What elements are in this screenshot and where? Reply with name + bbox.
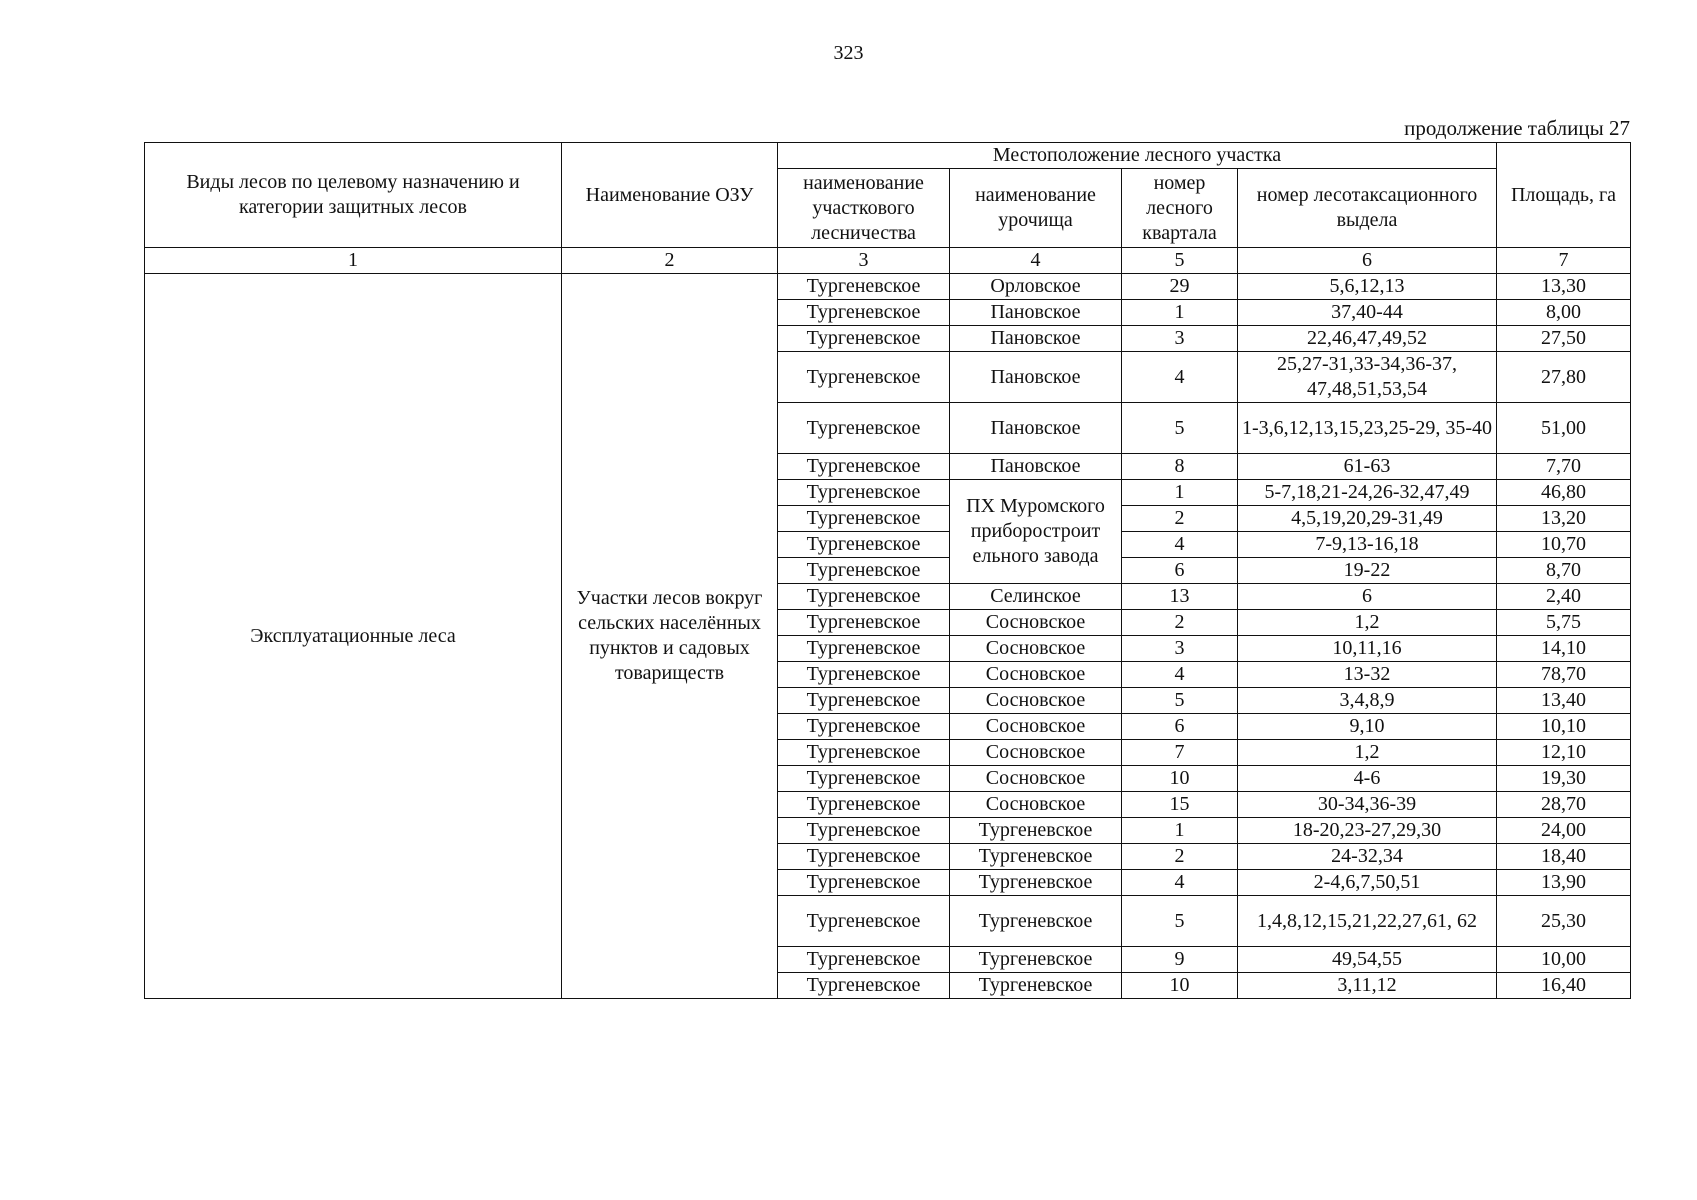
area-cell: 25,30: [1497, 896, 1631, 947]
quarter-cell: 4: [1122, 352, 1238, 403]
tract-cell: Сосновское: [950, 662, 1122, 688]
quarter-cell: 9: [1122, 947, 1238, 973]
area-cell: 27,50: [1497, 326, 1631, 352]
area-cell: 13,20: [1497, 506, 1631, 532]
tract-cell: ПХ Муромского приборостроит ельного завода: [950, 480, 1122, 584]
header-ozu-name: Наименование ОЗУ: [562, 143, 778, 248]
plots-cell: 13-32: [1238, 662, 1497, 688]
header-plot-number: номер лесотаксационного выдела: [1238, 169, 1497, 248]
page-number: 323: [833, 42, 864, 64]
area-cell: 16,40: [1497, 973, 1631, 999]
forestry-cell: Тургеневское: [778, 352, 950, 403]
plots-cell: 1-3,6,12,13,15,23,25-29, 35-40: [1238, 403, 1497, 454]
area-cell: 10,10: [1497, 714, 1631, 740]
quarter-cell: 29: [1122, 274, 1238, 300]
forestry-cell: Тургеневское: [778, 792, 950, 818]
forestry-cell: Тургеневское: [778, 973, 950, 999]
plots-cell: 5,6,12,13: [1238, 274, 1497, 300]
plots-cell: 19-22: [1238, 558, 1497, 584]
forestry-cell: Тургеневское: [778, 300, 950, 326]
column-number-row: [145, 248, 1631, 274]
forestry-cell: Тургеневское: [778, 532, 950, 558]
column-number: 1: [145, 248, 562, 274]
tract-cell: Сосновское: [950, 740, 1122, 766]
forestry-cell: Тургеневское: [778, 896, 950, 947]
quarter-cell: 10: [1122, 766, 1238, 792]
quarter-cell: 7: [1122, 740, 1238, 766]
forestry-cell: Тургеневское: [778, 740, 950, 766]
quarter-cell: 15: [1122, 792, 1238, 818]
tract-cell: Тургеневское: [950, 973, 1122, 999]
tract-cell: Тургеневское: [950, 844, 1122, 870]
area-cell: 19,30: [1497, 766, 1631, 792]
area-cell: 10,70: [1497, 532, 1631, 558]
area-cell: 78,70: [1497, 662, 1631, 688]
tract-cell: Пановское: [950, 403, 1122, 454]
tract-cell: Пановское: [950, 300, 1122, 326]
quarter-cell: 1: [1122, 480, 1238, 506]
forestry-cell: Тургеневское: [778, 714, 950, 740]
forestry-cell: Тургеневское: [778, 947, 950, 973]
forest-type-cell: Эксплуатационные леса: [145, 274, 562, 999]
header-area: Площадь, га: [1497, 143, 1631, 248]
plots-cell: 30-34,36-39: [1238, 792, 1497, 818]
quarter-cell: 10: [1122, 973, 1238, 999]
tract-cell: Сосновское: [950, 610, 1122, 636]
forestry-cell: Тургеневское: [778, 870, 950, 896]
quarter-cell: 4: [1122, 870, 1238, 896]
tract-cell: Орловское: [950, 274, 1122, 300]
header-location-group: Местоположение лесного участка: [778, 143, 1497, 169]
plots-cell: 3,11,12: [1238, 973, 1497, 999]
plots-cell: 22,46,47,49,52: [1238, 326, 1497, 352]
plots-cell: 7-9,13-16,18: [1238, 532, 1497, 558]
area-cell: 13,40: [1497, 688, 1631, 714]
forestry-cell: Тургеневское: [778, 584, 950, 610]
area-cell: 12,10: [1497, 740, 1631, 766]
quarter-cell: 13: [1122, 584, 1238, 610]
area-cell: 7,70: [1497, 454, 1631, 480]
forestry-cell: Тургеневское: [778, 454, 950, 480]
quarter-cell: 2: [1122, 610, 1238, 636]
column-number: 6: [1238, 248, 1497, 274]
area-cell: 13,30: [1497, 274, 1631, 300]
header-forestry-name: наименование участкового лесничества: [778, 169, 950, 248]
tract-cell: Сосновское: [950, 792, 1122, 818]
tract-cell: Сосновское: [950, 714, 1122, 740]
area-cell: 8,00: [1497, 300, 1631, 326]
quarter-cell: 5: [1122, 403, 1238, 454]
plots-cell: 49,54,55: [1238, 947, 1497, 973]
area-cell: 13,90: [1497, 870, 1631, 896]
quarter-cell: 2: [1122, 506, 1238, 532]
forestry-cell: Тургеневское: [778, 558, 950, 584]
plots-cell: 1,2: [1238, 740, 1497, 766]
forestry-cell: Тургеневское: [778, 636, 950, 662]
tract-cell: Тургеневское: [950, 870, 1122, 896]
column-number: 3: [778, 248, 950, 274]
forestry-cell: Тургеневское: [778, 610, 950, 636]
plots-cell: 5-7,18,21-24,26-32,47,49: [1238, 480, 1497, 506]
area-cell: 8,70: [1497, 558, 1631, 584]
forestry-cell: Тургеневское: [778, 688, 950, 714]
table-row: [145, 274, 1631, 300]
plots-cell: 18-20,23-27,29,30: [1238, 818, 1497, 844]
header-quarter-number: номер лесного квартала: [1122, 169, 1238, 248]
area-cell: 18,40: [1497, 844, 1631, 870]
quarter-cell: 3: [1122, 326, 1238, 352]
tract-cell: Пановское: [950, 352, 1122, 403]
header-forest-type: Виды лесов по целевому назначению и категории защитных лесов: [145, 143, 562, 248]
plots-cell: 1,2: [1238, 610, 1497, 636]
forestry-cell: Тургеневское: [778, 326, 950, 352]
area-cell: 14,10: [1497, 636, 1631, 662]
plots-cell: 61-63: [1238, 454, 1497, 480]
plots-cell: 4-6: [1238, 766, 1497, 792]
plots-cell: 24-32,34: [1238, 844, 1497, 870]
tract-cell: Пановское: [950, 454, 1122, 480]
plots-cell: 1,4,8,12,15,21,22,27,61, 62: [1238, 896, 1497, 947]
column-number: 7: [1497, 248, 1631, 274]
quarter-cell: 1: [1122, 818, 1238, 844]
forestry-cell: Тургеневское: [778, 766, 950, 792]
quarter-cell: 1: [1122, 300, 1238, 326]
column-number: 4: [950, 248, 1122, 274]
forestry-cell: Тургеневское: [778, 844, 950, 870]
tract-cell: Тургеневское: [950, 896, 1122, 947]
plots-cell: 10,11,16: [1238, 636, 1497, 662]
quarter-cell: 4: [1122, 532, 1238, 558]
area-cell: 46,80: [1497, 480, 1631, 506]
quarter-cell: 8: [1122, 454, 1238, 480]
plots-cell: 25,27-31,33-34,36-37, 47,48,51,53,54: [1238, 352, 1497, 403]
tract-cell: Тургеневское: [950, 818, 1122, 844]
area-cell: 10,00: [1497, 947, 1631, 973]
column-number: 2: [562, 248, 778, 274]
forestry-cell: Тургеневское: [778, 480, 950, 506]
tract-cell: Сосновское: [950, 688, 1122, 714]
quarter-cell: 5: [1122, 896, 1238, 947]
tract-cell: Тургеневское: [950, 947, 1122, 973]
forest-plots-table: [144, 142, 1631, 999]
tract-cell: Селинское: [950, 584, 1122, 610]
quarter-cell: 6: [1122, 714, 1238, 740]
ozu-name-cell: Участки лесов вокруг сельских населённых пунктов и садовых товариществ: [562, 274, 778, 999]
tract-cell: Сосновское: [950, 766, 1122, 792]
area-cell: 27,80: [1497, 352, 1631, 403]
area-cell: 2,40: [1497, 584, 1631, 610]
quarter-cell: 6: [1122, 558, 1238, 584]
plots-cell: 37,40-44: [1238, 300, 1497, 326]
area-cell: 5,75: [1497, 610, 1631, 636]
forestry-cell: Тургеневское: [778, 662, 950, 688]
plots-cell: 3,4,8,9: [1238, 688, 1497, 714]
area-cell: 51,00: [1497, 403, 1631, 454]
tract-cell: Пановское: [950, 326, 1122, 352]
area-cell: 28,70: [1497, 792, 1631, 818]
quarter-cell: 5: [1122, 688, 1238, 714]
forestry-cell: Тургеневское: [778, 403, 950, 454]
plots-cell: 4,5,19,20,29-31,49: [1238, 506, 1497, 532]
plots-cell: 9,10: [1238, 714, 1497, 740]
plots-cell: 2-4,6,7,50,51: [1238, 870, 1497, 896]
forestry-cell: Тургеневское: [778, 506, 950, 532]
header-tract-name: наименование урочища: [950, 169, 1122, 248]
quarter-cell: 3: [1122, 636, 1238, 662]
quarter-cell: 4: [1122, 662, 1238, 688]
forestry-cell: Тургеневское: [778, 818, 950, 844]
forestry-cell: Тургеневское: [778, 274, 950, 300]
tract-cell: Сосновское: [950, 636, 1122, 662]
column-number: 5: [1122, 248, 1238, 274]
quarter-cell: 2: [1122, 844, 1238, 870]
plots-cell: 6: [1238, 584, 1497, 610]
area-cell: 24,00: [1497, 818, 1631, 844]
table-continuation-label: продолжение таблицы 27: [1404, 116, 1630, 140]
